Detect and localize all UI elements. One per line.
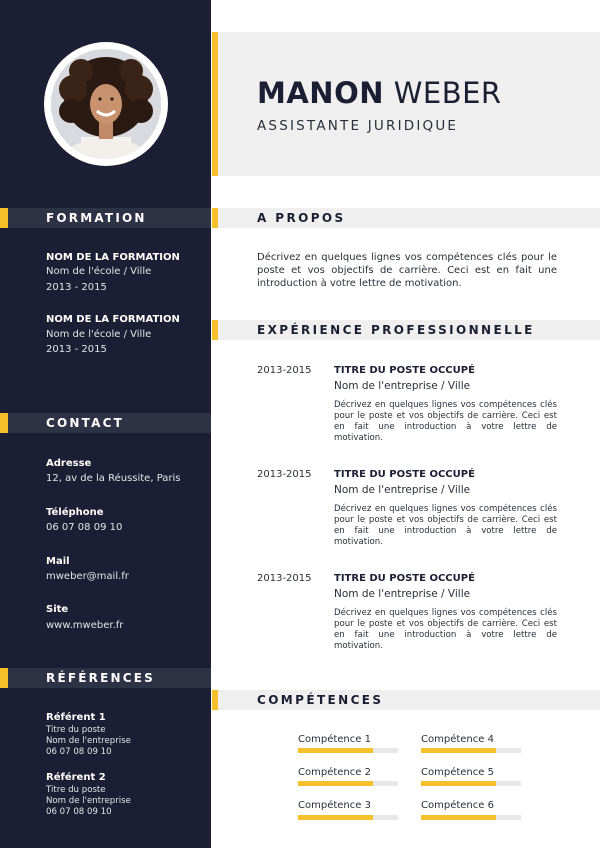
contact-address: 12, av de la Réussite, Paris <box>46 473 181 484</box>
sidebar <box>0 0 211 848</box>
formation-title: NOM DE LA FORMATION <box>46 314 180 325</box>
reference-phone: 06 07 08 09 10 <box>46 747 112 757</box>
reference-position: Titre du poste <box>46 725 106 735</box>
accent-mark <box>212 32 218 176</box>
skill-label: Compétence 4 <box>421 734 494 745</box>
accent-mark <box>212 208 218 228</box>
reference-position: Titre du poste <box>46 785 106 795</box>
skill-bar <box>298 781 398 786</box>
about-text: Décrivez en quelques lignes vos compétences clés pour le poste et vos objectifs de carrière. Ceci est en fait une introduction à votre lettre de motivation. <box>257 252 557 290</box>
contact-label-site: Site <box>46 604 69 615</box>
about-heading: A PROPOS <box>257 211 346 225</box>
profile-photo-frame <box>44 42 168 166</box>
formation-years: 2013 - 2015 <box>46 344 107 355</box>
accent-mark <box>212 320 218 340</box>
skills-heading-bar <box>212 690 600 710</box>
first-name: MANON <box>257 76 384 110</box>
skill-bar-fill <box>298 815 373 820</box>
references-heading-bar <box>0 668 211 688</box>
reference-phone: 06 07 08 09 10 <box>46 807 112 817</box>
experience-dates: 2013-2015 <box>257 573 312 584</box>
formation-school: Nom de l'école / Ville <box>46 329 152 340</box>
formation-years: 2013 - 2015 <box>46 282 107 293</box>
reference-name: Référent 2 <box>46 772 106 783</box>
skill-label: Compétence 2 <box>298 767 371 778</box>
profile-photo <box>51 49 161 159</box>
reference-company: Nom de l'entreprise <box>46 796 131 806</box>
contact-site-link[interactable]: www.mweber.fr <box>46 620 124 631</box>
skill-bar-fill <box>421 748 496 753</box>
reference-company: Nom de l'entreprise <box>46 736 131 746</box>
contact-label-mail: Mail <box>46 556 70 567</box>
skills-heading: COMPÉTENCES <box>257 693 384 707</box>
skill-bar <box>421 748 521 753</box>
experience-title: TITRE DU POSTE OCCUPÉ <box>334 365 475 376</box>
skill-bar-fill <box>298 781 373 786</box>
experience-company: Nom de l'entreprise / Ville <box>334 588 471 600</box>
last-name: WEBER <box>393 76 502 110</box>
skill-label: Compétence 6 <box>421 800 494 811</box>
experience-description: Décrivez en quelques lignes vos compétences clés pour le poste et vos objectifs de carrière. Ceci est en fait une introduction à votre lettre de motivation. <box>334 504 557 547</box>
references-heading: RÉFÉRENCES <box>46 671 155 685</box>
about-heading-bar <box>212 208 600 228</box>
experience-title: TITRE DU POSTE OCCUPÉ <box>334 573 475 584</box>
formation-heading-bar <box>0 208 211 228</box>
formation-school: Nom de l'école / Ville <box>46 266 152 277</box>
experience-description: Décrivez en quelques lignes vos compétences clés pour le poste et vos objectifs de carrière. Ceci est en fait une introduction à votre lettre de motivation. <box>334 400 557 443</box>
experience-heading-bar <box>212 320 600 340</box>
experience-dates: 2013-2015 <box>257 365 312 376</box>
skill-label: Compétence 3 <box>298 800 371 811</box>
experience-description: Décrivez en quelques lignes vos compétences clés pour le poste et vos objectifs de carrière. Ceci est en fait une introduction à votre lettre de motivation. <box>334 608 557 651</box>
reference-name: Référent 1 <box>46 712 106 723</box>
full-name <box>257 76 502 110</box>
skill-label: Compétence 5 <box>421 767 494 778</box>
contact-phone: 06 07 08 09 10 <box>46 522 123 533</box>
skill-bar <box>421 815 521 820</box>
skill-bar-fill <box>298 748 373 753</box>
experience-company: Nom de l'entreprise / Ville <box>334 380 471 392</box>
accent-mark <box>212 690 218 710</box>
accent-mark <box>0 668 8 688</box>
accent-mark <box>0 208 8 228</box>
job-title: ASSISTANTE JURIDIQUE <box>257 118 459 134</box>
experience-heading: EXPÉRIENCE PROFESSIONNELLE <box>257 323 535 337</box>
formation-title: NOM DE LA FORMATION <box>46 252 180 263</box>
skill-bar <box>298 815 398 820</box>
contact-mail-link[interactable]: mweber@mail.fr <box>46 571 129 582</box>
accent-mark <box>0 413 8 433</box>
experience-title: TITRE DU POSTE OCCUPÉ <box>334 469 475 480</box>
contact-label-address: Adresse <box>46 458 92 469</box>
name-header <box>212 32 600 176</box>
skill-bar-fill <box>421 815 496 820</box>
contact-heading: CONTACT <box>46 416 124 430</box>
contact-label-phone: Téléphone <box>46 507 104 518</box>
formation-heading: FORMATION <box>46 211 147 225</box>
contact-heading-bar <box>0 413 211 433</box>
experience-dates: 2013-2015 <box>257 469 312 480</box>
skill-bar-fill <box>421 781 496 786</box>
experience-company: Nom de l'entreprise / Ville <box>334 484 471 496</box>
skill-label: Compétence 1 <box>298 734 371 745</box>
skill-bar <box>421 781 521 786</box>
skill-bar <box>298 748 398 753</box>
